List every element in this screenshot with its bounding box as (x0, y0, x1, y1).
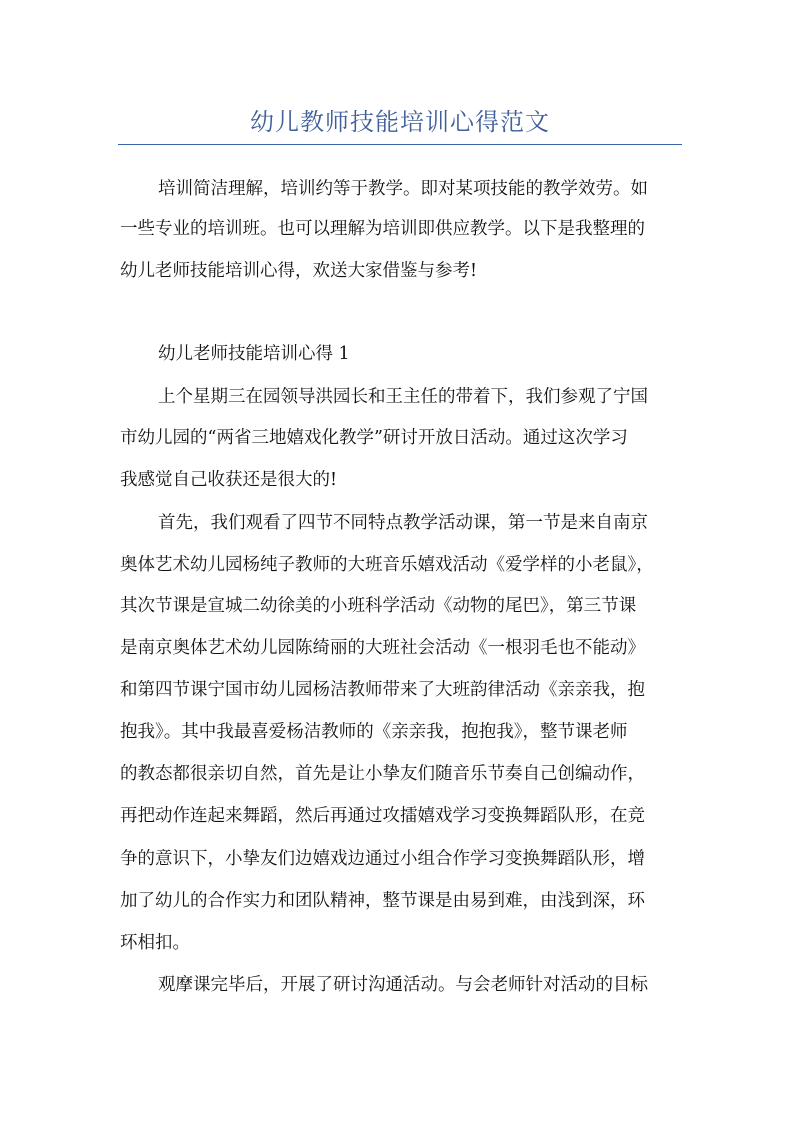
paragraph-line: 市幼儿园的“两省三地嬉戏化教学”研讨开放日活动。通过这次学习 (120, 428, 628, 448)
paragraph-line: 培训简洁理解，培训约等于教学。即对某项技能的教学效劳。如 (158, 179, 648, 199)
paragraph-line: 我感觉自己收获还是很大的! (120, 470, 338, 490)
paragraph-line: 首先，我们观看了四节不同特点教学活动课，第一节是来自南京 (158, 513, 648, 533)
paragraph-line: 环相扣。 (120, 933, 190, 953)
paragraph-line: 和第四节课宁国市幼儿园杨洁教师带来了大班韵律活动《亲亲我，抱 (120, 680, 645, 700)
paragraph-line: 幼儿老师技能培训心得，欢送大家借鉴与参考! (120, 261, 478, 281)
paragraph-line: 其次节课是宣城二幼徐美的小班科学活动《动物的尾巴》，第三节课 (120, 596, 637, 616)
paragraph-line: 一些专业的培训班。也可以理解为培训即供应教学。以下是我整理的 (120, 219, 645, 239)
paragraph-line: 是南京奥体艺术幼儿园陈绮丽的大班社会活动《一根羽毛也不能动》 (120, 638, 645, 658)
paragraph-line: 再把动作连起来舞蹈，然后再通过攻擂嬉戏学习变换舞蹈队形，在竞 (120, 806, 645, 826)
paragraph-line: 观摩课完毕后，开展了研讨沟通活动。与会老师针对活动的目标 (158, 975, 648, 995)
section-heading: 幼儿老师技能培训心得 1 (158, 344, 350, 364)
paragraph-line: 加了幼儿的合作实力和团队精神，整节课是由易到难，由浅到深，环 (120, 891, 645, 911)
paragraph-line: 的教态都很亲切自然，首先是让小挚友们随音乐节奏自己创编动作， (120, 764, 645, 784)
paragraph-line: 争的意识下，小挚友们边嬉戏边通过小组合作学习变换舞蹈队形，增 (120, 849, 645, 869)
paragraph-line: 抱我》。其中我最喜爱杨洁教师的《亲亲我，抱抱我》，整节课老师 (120, 722, 628, 742)
paragraph-line: 上个星期三在园领导洪园长和王主任的带着下，我们参观了宁国 (158, 387, 648, 407)
paragraph-line: 奥体艺术幼儿园杨纯子教师的大班音乐嬉戏活动《爱学样的小老鼠》， (120, 555, 654, 575)
document-title: 幼儿教师技能培训心得范文 (250, 108, 550, 136)
title-underline (118, 144, 682, 145)
